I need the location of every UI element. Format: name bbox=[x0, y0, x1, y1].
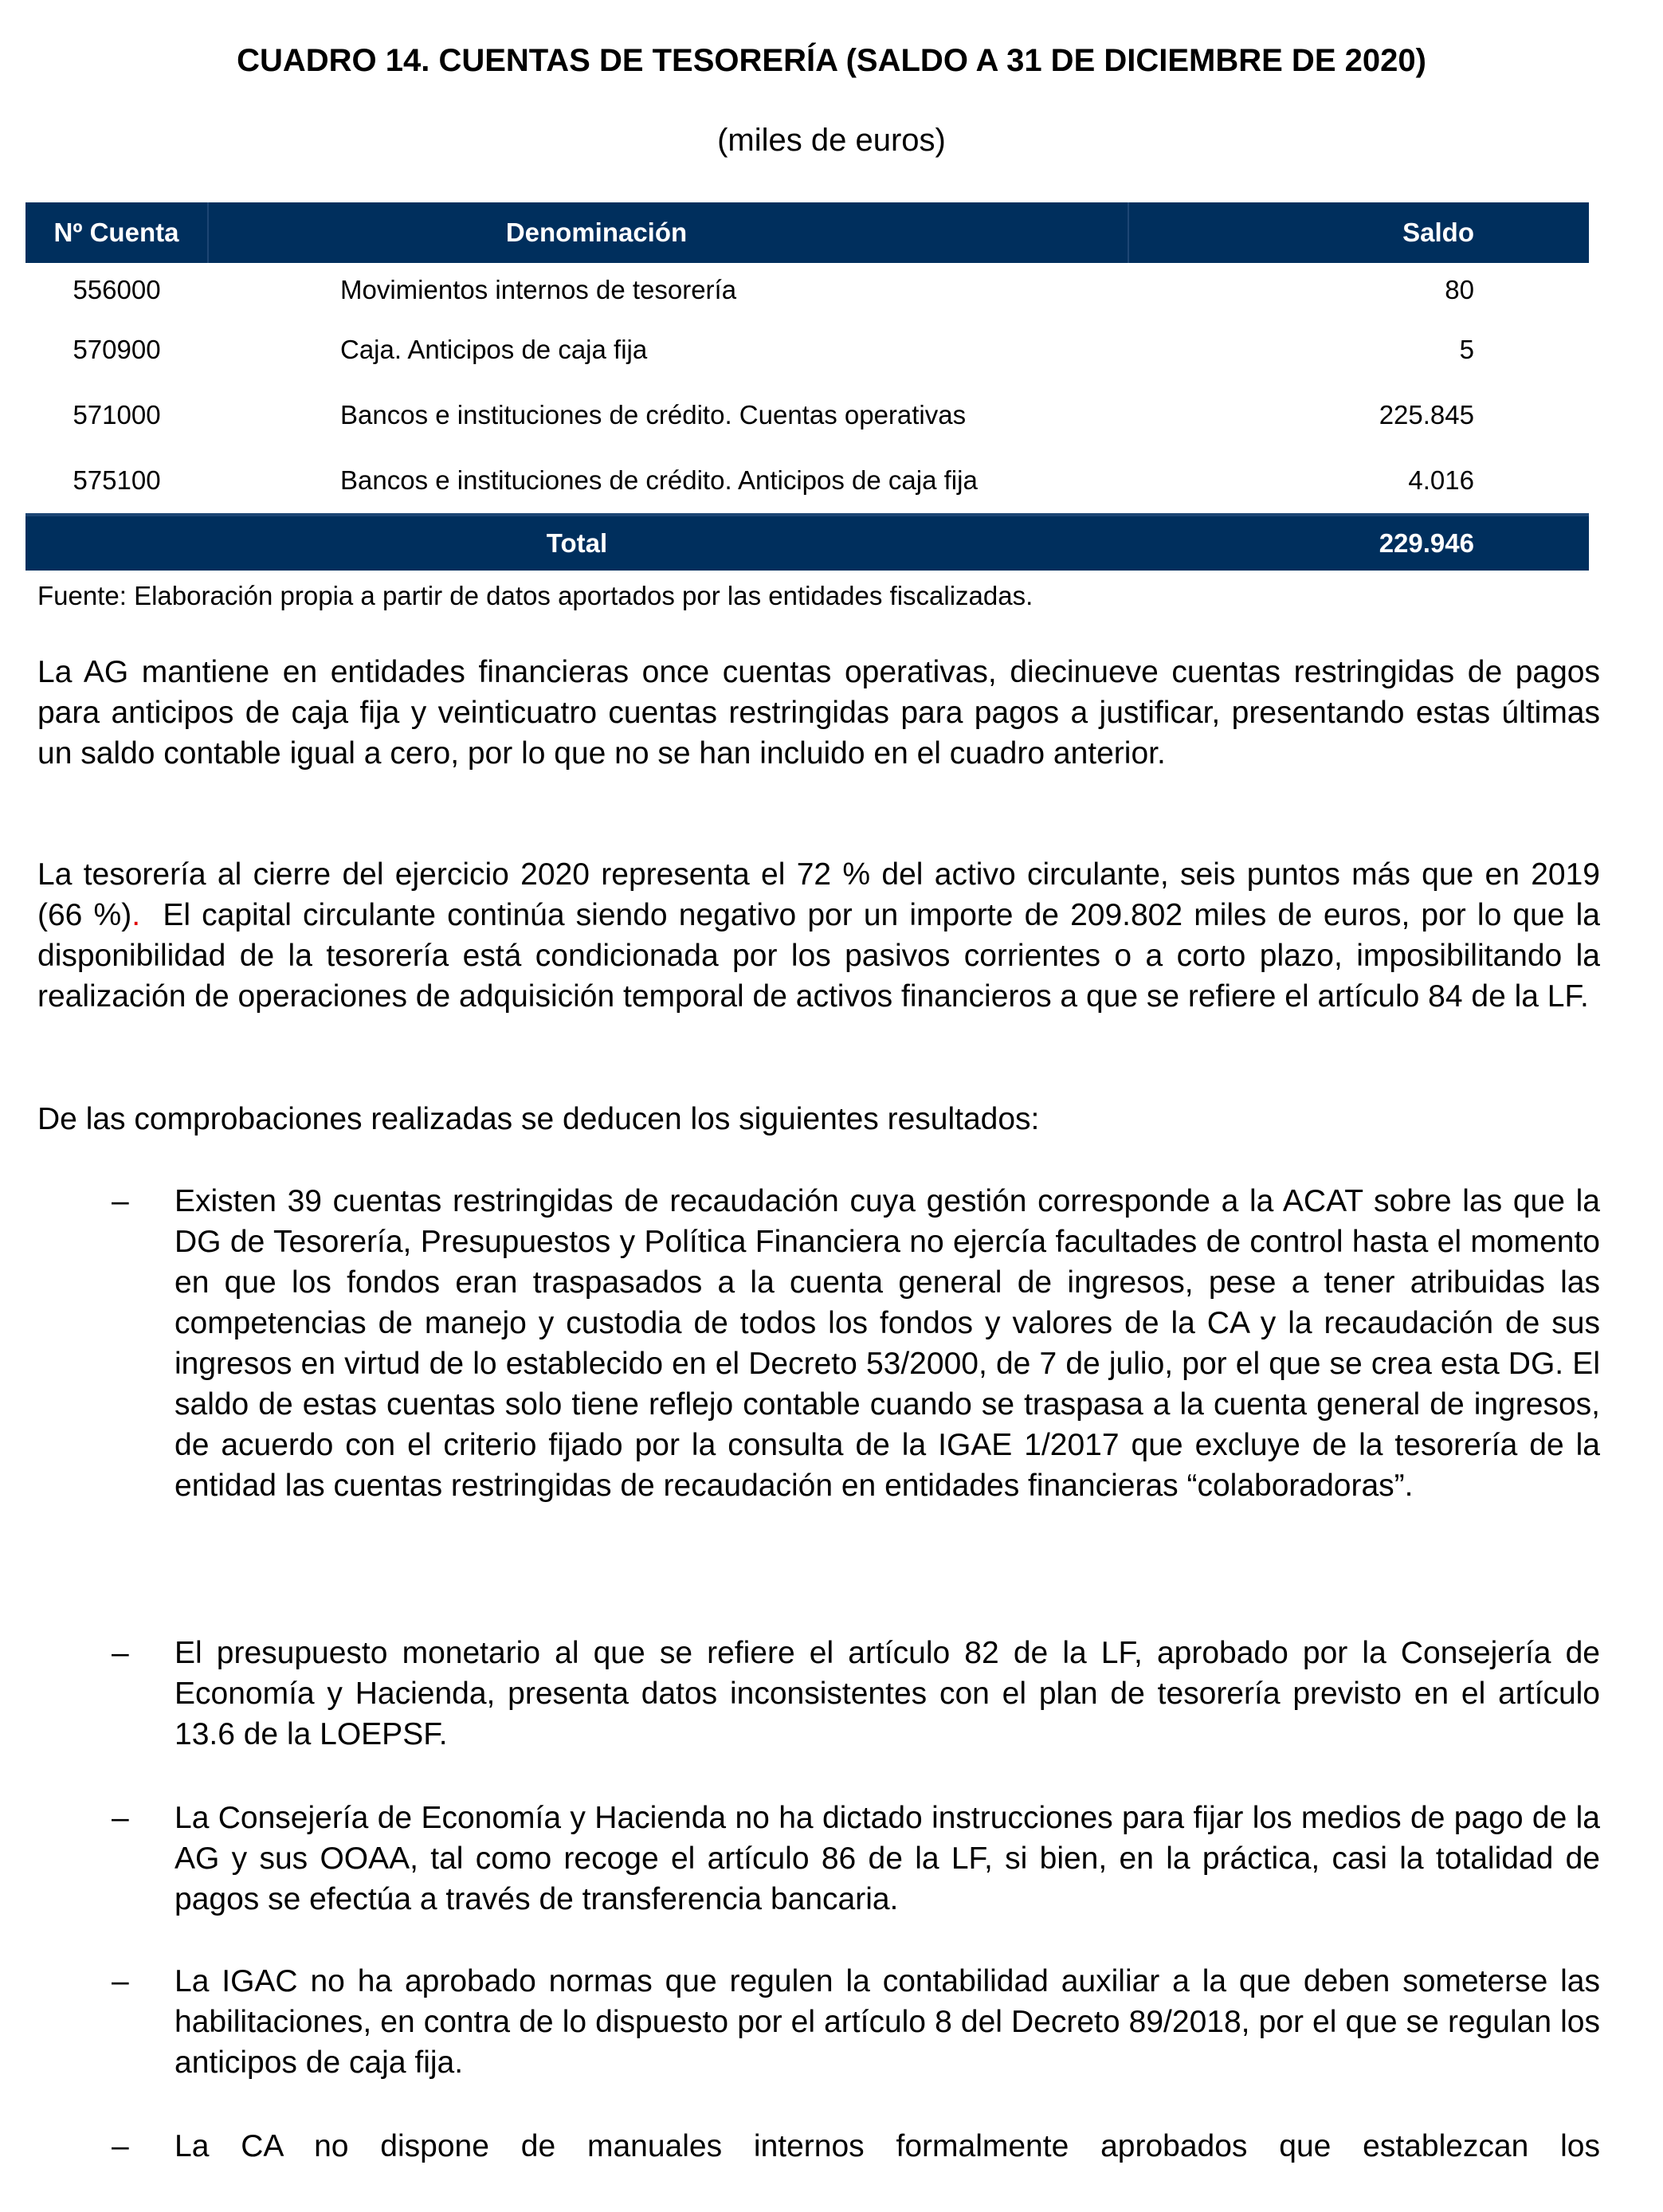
cell-denominacion: Bancos e instituciones de crédito. Cuentas operativas bbox=[340, 400, 967, 429]
table-subtitle: (miles de euros) bbox=[717, 123, 946, 158]
list-item: La CA no dispone de manuales internos formalmente aprobados que establezcan los bbox=[175, 2129, 1600, 2163]
paragraph-text: La tesorería al cierre del ejercicio 2020 representa el 72 % del activo circulante, seis puntos más que en 2019 (66 %) bbox=[37, 857, 1600, 932]
list-item: La Consejería de Economía y Hacienda no ha dictado instrucciones para fijar los medios de pago de la AG y sus OOAA, tal como recoge el artículo 86 de la LF, si bien, en la práctica, casi la totalidad de pagos se efectúa a través de transferencia bancaria. bbox=[175, 1801, 1600, 1916]
list-item: Existen 39 cuentas restringidas de recaudación cuya gestión corresponde a la ACAT sobre las que la DG de Tesorería, Presupuestos y Política Financiera no ejercía facultades de control hasta el momento en que los fondos eran traspasados a la cuenta general de ingresos, pese a tener atribuidas las competencias de manejo y custodia de todos los fondos y valores de la CA y la recaudación de sus ingresos en virtud de lo establecido en el Decreto 53/2000, de 7 de julio, por el que se crea esta DG. El saldo de estas cuentas solo tiene reflejo contable cuando se traspasa a la cuenta general de ingresos, de acuerdo con el criterio fijado por la consulta de la IGAE 1/2017 que excluye de la tesorería de la entidad las cuentas restringidas de recaudación en entidades financieras “colaboradoras”. bbox=[175, 1184, 1600, 1503]
cell-cuenta: 556000 bbox=[73, 275, 161, 304]
table-title: CUADRO 14. CUENTAS DE TESORERÍA (SALDO A 31 DE DICIEMBRE DE 2020) bbox=[237, 43, 1426, 78]
table-row bbox=[25, 263, 1589, 317]
cell-cuenta: 570900 bbox=[73, 335, 161, 364]
total-value: 229.946 bbox=[1128, 515, 1589, 571]
total-label: Total bbox=[25, 515, 1128, 571]
cell-denominacion: Caja. Anticipos de caja fija bbox=[340, 335, 648, 364]
red-period: . bbox=[131, 898, 141, 932]
header-denominacion: Denominación bbox=[208, 202, 1128, 263]
table-row bbox=[25, 448, 1589, 515]
dash-bullet-icon: – bbox=[112, 1964, 129, 1998]
table-total-row bbox=[25, 515, 1589, 571]
table-row bbox=[25, 317, 1589, 382]
paragraph-text: El capital circulante continúa siendo negativo por un importe de 209.802 miles de euros, por lo que la disponibilidad de la tesorería está condicionada por los pasivos corrientes o a corto plazo, imposibilitando la realización de operaciones de adquisición temporal de activos financieros a que se refiere el artículo 84 de la LF. bbox=[37, 898, 1609, 1014]
list-item: La IGAC no ha aprobado normas que regulen la contabilidad auxiliar a la que deben someterse las habilitaciones, en contra de lo dispuesto por el artículo 8 del Decreto 89/2018, por el que se regulan los anticipos de caja fija. bbox=[175, 1964, 1600, 2080]
dash-bullet-icon: – bbox=[112, 1636, 129, 1670]
list-item: El presupuesto monetario al que se refiere el artículo 82 de la LF, aprobado por la Consejería de Economía y Hacienda, presenta datos inconsistentes con el plan de tesorería previsto en el artículo 13.6 de la LOEPSF. bbox=[175, 1636, 1600, 1751]
paragraph-treasury bbox=[37, 854, 1609, 1017]
cell-cuenta: 571000 bbox=[73, 400, 161, 429]
dash-bullet-icon: – bbox=[112, 1184, 129, 1218]
table-source-note: Fuente: Elaboración propia a partir de datos aportados por las entidades fiscalizadas. bbox=[37, 581, 1033, 610]
dash-bullet-icon: – bbox=[112, 1801, 129, 1835]
paragraph-results-intro: De las comprobaciones realizadas se deducen los siguientes resultados: bbox=[37, 1102, 1040, 1136]
cell-denominacion: Movimientos internos de tesorería bbox=[340, 275, 737, 304]
treasury-accounts-table bbox=[25, 202, 1589, 571]
header-saldo: Saldo bbox=[1128, 202, 1589, 263]
cell-saldo: 225.845 bbox=[1379, 400, 1474, 429]
cell-cuenta: 575100 bbox=[73, 465, 161, 495]
cell-denominacion: Bancos e instituciones de crédito. Anticipos de caja fija bbox=[340, 465, 978, 495]
table-header-row bbox=[25, 202, 1589, 263]
paragraph-accounts: La AG mantiene en entidades financieras once cuentas operativas, diecinueve cuentas restringidas de pagos para anticipos de caja fija y veinticuatro cuentas restringidas para pagos a justificar, presentando estas últimas un saldo contable igual a cero, por lo que no se han incluido en el cuadro anterior. bbox=[37, 655, 1600, 771]
cell-saldo: 4.016 bbox=[1408, 465, 1474, 495]
cell-saldo: 5 bbox=[1459, 335, 1474, 364]
table-row bbox=[25, 382, 1589, 448]
header-cuenta: Nº Cuenta bbox=[25, 202, 208, 263]
cell-saldo: 80 bbox=[1445, 275, 1474, 304]
dash-bullet-icon: – bbox=[112, 2129, 129, 2163]
